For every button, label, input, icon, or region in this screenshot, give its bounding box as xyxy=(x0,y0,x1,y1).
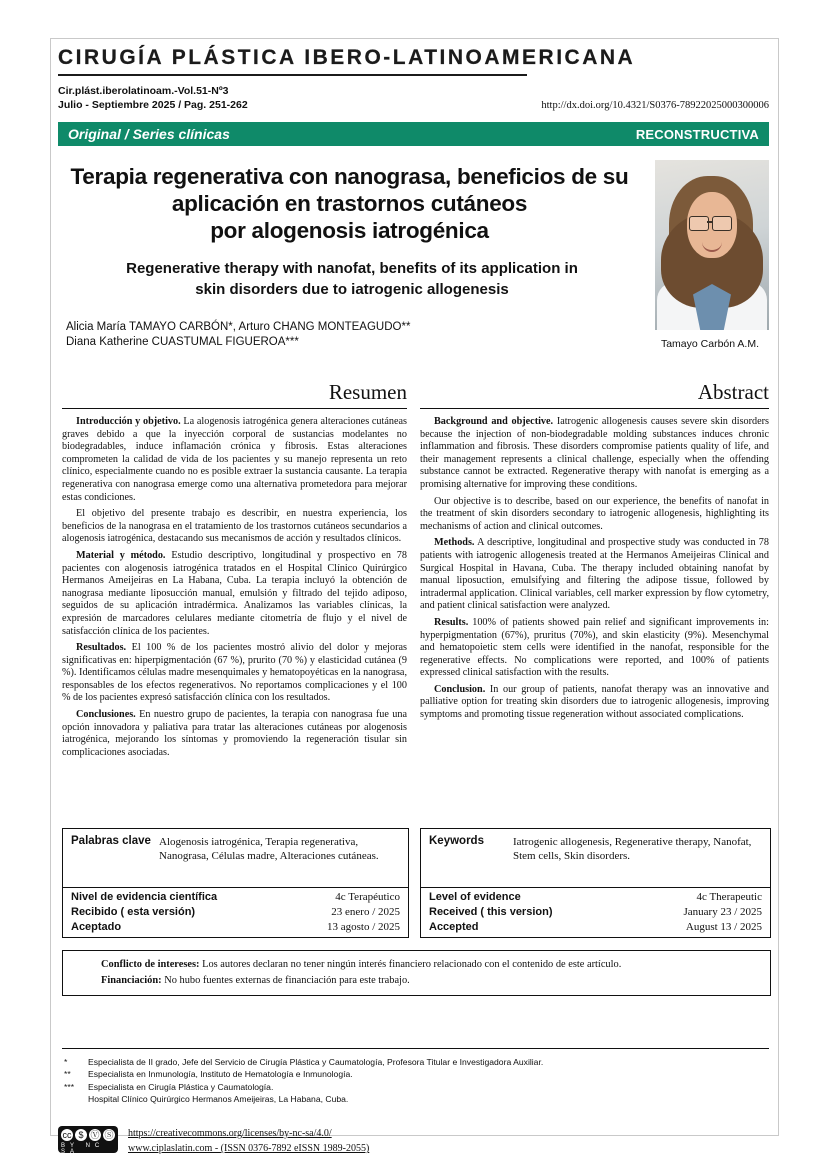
title-es-line2: aplicación en trastornos cutáneos xyxy=(171,191,528,216)
cc-label: BY NC SA xyxy=(61,1143,105,1153)
title-es-line3: por alogenosis iatrogénica xyxy=(210,218,489,243)
footnote-item xyxy=(62,1081,769,1093)
meta-row xyxy=(429,921,762,936)
keywords-en-divider xyxy=(421,887,770,888)
keywords-es-divider xyxy=(63,887,408,888)
keywords-en-text: Iatrogenic allogenesis, Regenerative therapy, Nanofat, Stem cells, Skin disorders. xyxy=(513,836,752,862)
cc-glyph: Ⓥ xyxy=(90,1130,100,1140)
abstract-p3-label: Methods. xyxy=(434,537,475,549)
resumen-paragraph-5 xyxy=(62,709,407,759)
meta-value: January 23 / 2025 xyxy=(683,906,762,918)
meta-key: Recibido ( esta versión) xyxy=(71,906,196,918)
resumen-p1-label: Introducción y objetivo. xyxy=(76,416,181,427)
meta-value: 4c Therapeutic xyxy=(696,891,762,903)
meta-key: Level of evidence xyxy=(429,891,521,903)
resumen-p1-text: La alogenosis iatrogénica genera alteraciones cutáneas graves debido a que la inyección corporal de sustancias modelantes no biodegradables, induce inflamación crónica y fibrosis. Estas alteraciones comprometen la calidad de vida de los pacientes y su manejo representa un reto clínico, especialmente cuando no es posible extraer la sustancia causante. La terapia regenerativa con nanograsa emerge como una alternativa prometedora para mejorar estas condiciones. xyxy=(62,416,407,503)
abstract-body xyxy=(420,416,769,726)
keywords-box-spanish xyxy=(62,828,409,938)
portrait-caption: Tamayo Carbón A.M. xyxy=(660,338,760,350)
section-type: Original / Series clínicas xyxy=(68,126,230,142)
abstract-p1-label: Background and objective. xyxy=(434,416,554,427)
meta-row xyxy=(71,891,400,906)
conflict-of-interest-box xyxy=(62,950,771,996)
conflict-line xyxy=(101,957,621,972)
section-category: RECONSTRUCTIVA xyxy=(635,127,759,142)
conflict-text: Los autores declaran no tener ningún interés financiero relacionado con el contenido de este artículo. xyxy=(199,959,622,970)
issue-dates: Julio - Septiembre 2025 / Pag. 251-262 xyxy=(58,99,248,111)
funding-line xyxy=(101,973,410,988)
footnote-divider xyxy=(62,1048,769,1049)
section-bar xyxy=(58,122,769,146)
footnote-marker: * xyxy=(64,1057,68,1067)
footnote-item xyxy=(62,1056,769,1068)
meta-row xyxy=(71,906,400,921)
keywords-es-meta xyxy=(71,891,400,936)
resumen-p3-label: Material y método. xyxy=(76,549,166,561)
keywords-es-text: Alogenosis iatrogénica, Terapia regenerativa, Nanograsa, Células madre, Alteraciones cutáneas. xyxy=(159,836,379,862)
abstract-p5-label: Conclusion. xyxy=(434,683,486,695)
journal-url[interactable]: www.ciplaslatin.com - (ISSN 0376-7892 eISSN 1989-2055) xyxy=(128,1143,370,1154)
meta-value: 13 agosto / 2025 xyxy=(326,921,400,933)
resumen-paragraph-2: El objetivo del presente trabajo es describir, en nuestra experiencia, los beneficios de la nanograsa en el tratamiento de los trastornos cutáneos secundarios a alogenosis iatrogénica, destacando sus mecanismos de acción y resultados clínicos. xyxy=(62,508,407,545)
conflict-label: Conflicto de intereses: xyxy=(101,959,200,970)
resumen-heading: Resumen xyxy=(328,380,407,404)
cc-glyph: Ⓢ xyxy=(104,1130,114,1140)
resumen-p4-label: Resultados. xyxy=(76,642,127,654)
resumen-body xyxy=(62,416,407,763)
issue-volume: Cir.plást.iberolatinoam.-Vol.51-Nº3 xyxy=(58,85,229,97)
footnote-text: Especialista de II grado, Jefe del Servicio de Cirugía Plástica y Caumatología, Profesora Titular e Investigadora Auxiliar. xyxy=(88,1057,544,1067)
keywords-en-label: Keywords xyxy=(429,835,484,847)
abstract-paragraph-5 xyxy=(420,684,769,722)
footnote-text: Especialista en Cirugía Plástica y Caumatología. xyxy=(88,1081,274,1092)
masthead-rule xyxy=(58,74,527,76)
footnote-text: Especialista en Inmunología, Instituto de Hematología e Inmunología. xyxy=(88,1069,353,1080)
footnote-marker: *** xyxy=(64,1081,75,1092)
resumen-paragraph-1 xyxy=(62,416,407,504)
authors-line-2: Diana Katherine CUASTUMAL FIGUEROA*** xyxy=(66,336,299,348)
abstract-paragraph-3 xyxy=(420,537,769,613)
resumen-p5-label: Conclusiones. xyxy=(76,709,136,721)
abstract-p4-label: Results. xyxy=(434,616,469,628)
cc-glyph: $ xyxy=(75,1129,87,1141)
journal-masthead: CIRUGÍA PLÁSTICA IBERO-LATINOAMERICANA xyxy=(58,46,636,69)
resumen-p4-text: El 100 % de los pacientes mostró alivio del dolor y mejoras significativas en: hiperpigmentación (67 %), prurito (70 %) y elasticidad cutánea (9 %). Identificamos células madre mesenquimales y hematopoyéticas en la nanograsa, responsables de los efectos regenerativos. No reportamos complicaciones y el 100 % de los pacientes expresó satisfacción clínica con los resultados. xyxy=(62,642,407,704)
title-en-line2: skin disorders due to iatrogenic allogenesis xyxy=(195,281,509,298)
meta-row xyxy=(429,906,762,921)
meta-value: 23 enero / 2025 xyxy=(331,906,400,918)
footer-links xyxy=(128,1126,369,1156)
footnote-item xyxy=(62,1068,769,1080)
title-english xyxy=(72,258,632,300)
resumen-paragraph-4 xyxy=(62,642,407,705)
funding-label: Financiación: xyxy=(101,975,162,986)
resumen-paragraph-3 xyxy=(62,550,407,638)
footnotes xyxy=(62,1056,769,1106)
resumen-p5-text: En nuestro grupo de pacientes, la terapia con nanograsa fue una opción innovadora y paliativa para tratar las alteraciones cutáneas por alogenosis iatrogénica, mejorando los síntomas y promoviendo la regeneración tisular sin complicaciones asociadas. xyxy=(62,709,407,758)
funding-text: No hubo fuentes externas de financiación para este trabajo. xyxy=(161,975,410,986)
title-en-line1: Regenerative therapy with nanofat, benefits of its application in xyxy=(126,260,578,277)
abstract-paragraph-4 xyxy=(420,617,769,680)
meta-key: Aceptado xyxy=(71,921,122,933)
abstract-p4-text: 100% of patients showed pain relief and significant improvements in: hyperpigmentation (67%), pruritus (70%), and skin elasticity (9%). Mesenchymal and hematopoietic stem cells were identified in the nanofat, responsible for the regenerative effects. No complications were reported, and 100% of patients expressed clinical satisfaction with the results. xyxy=(420,616,769,679)
meta-value: 4c Terapéutico xyxy=(335,891,400,903)
license-url[interactable]: https://creativecommons.org/licenses/by-nc-sa/4.0/ xyxy=(128,1128,332,1139)
footnote-address: Hospital Clínico Quirúrgico Hermanos Ameijeiras, La Habana, Cuba. xyxy=(88,1094,349,1105)
cc-glyph: cc xyxy=(62,1130,72,1140)
footnote-marker: ** xyxy=(64,1069,71,1080)
resumen-rule xyxy=(62,408,407,409)
keywords-box-english xyxy=(420,828,771,938)
meta-key: Nivel de evidencia científica xyxy=(71,891,218,903)
abstract-rule xyxy=(420,408,769,409)
creative-commons-icon xyxy=(58,1126,118,1153)
keywords-es-label: Palabras clave xyxy=(71,835,151,847)
author-list xyxy=(66,320,606,350)
meta-key: Received ( this version) xyxy=(429,906,553,918)
meta-row xyxy=(429,891,762,906)
meta-value: August 13 / 2025 xyxy=(685,921,762,933)
abstract-p3-text: A descriptive, longitudinal and prospective study was conducted in 78 patients with iatrogenic allogenesis treated at the Hermanos Ameijeiras Clinical and Surgical Hospital in Havana, Cuba. The therapy included obtaining nanofat by manual liposuction, emulsifying and filtering the adipose tissue, followed by intradermal application. Clinical variables, cell marker expression by flow cytometry, and patient clinical satisfaction were analyzed. xyxy=(420,537,769,612)
abstract-paragraph-2: Our objective is to describe, based on our experience, the benefits of nanofat in the treatment of skin disorders secondary to iatrogenic allogenesis, highlighting its mechanisms of action and clinical outcomes. xyxy=(420,495,769,532)
abstract-p5-text: In our group of patients, nanofat therapy was an innovative and palliative option for treating skin disorders due to iatrogenic allogenesis, improving symptoms and promoting tissue regeneration without associated complications. xyxy=(420,683,769,721)
resumen-p3-text: Estudio descriptivo, longitudinal y prospectivo en 78 pacientes con alogenosis iatrogénica tratados en el Hospital Clínico Quirúrgico Hermanos Ameijeiras en La Habana, Cuba. La terapia incluyó la obtención de nanograsa mediante liposucción manual, emulsión y filtrado del tejido adiposo, seguidos de su aplicación intradérmica. Analizamos las variables clínicas, la expresión de marcadores celulares mediante citometría de flujo y el nivel de satisfacción clínica de los pacientes. xyxy=(62,549,407,637)
issue-info xyxy=(58,84,248,112)
abstract-p1-text: Iatrogenic allogenesis causes severe skin disorders because the injection of non-biodegradable molding substances induces chronic inflammation and fibrosis. These disorders compromise patients quality of life, and their management represents a clinical challenge, especially when the offending substance cannot be extracted. Regenerative therapy with nanofat is emerging as a promising alternative for improving these conditions. xyxy=(420,416,769,490)
meta-row xyxy=(71,921,400,936)
keywords-en-meta xyxy=(429,891,762,936)
title-es-line1: Terapia regenerativa con nanograsa, beneficios de su xyxy=(70,164,629,189)
title-spanish xyxy=(62,163,637,244)
author-portrait xyxy=(655,160,769,330)
abstract-paragraph-1 xyxy=(420,416,769,492)
abstract-heading: Abstract xyxy=(697,380,769,404)
meta-key: Accepted xyxy=(429,921,479,933)
doi-link[interactable]: http://dx.doi.org/10.4321/S0376-78922025000300006 xyxy=(541,100,769,111)
authors-line-1: Alicia María TAMAYO CARBÓN*, Arturo CHANG MONTEAGUDO** xyxy=(66,321,411,333)
